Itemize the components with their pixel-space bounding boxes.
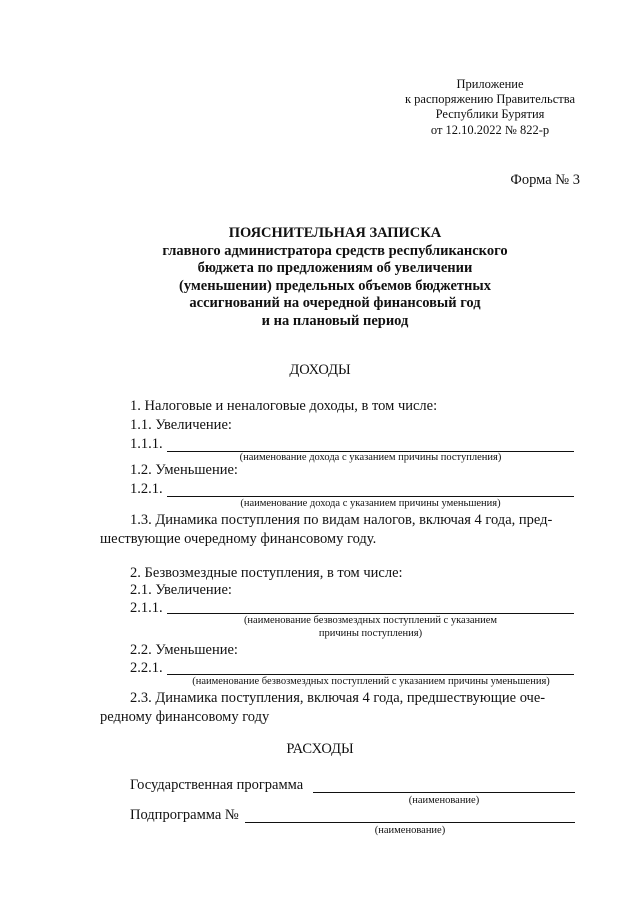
income-item-1-1-1: 1.1.1. (130, 436, 163, 452)
title-line: бюджета по предложениям об увеличении (197, 260, 473, 277)
appendix-line: Республики Бурятия (435, 107, 545, 122)
appendix-line: к распоряжению Правительства (404, 92, 575, 107)
income-item-1: 1. Налоговые и неналоговые доходы, в том числе: (130, 398, 438, 414)
title-line: (уменьшении) предельных объемов бюджетных (179, 277, 491, 294)
document-title (100, 225, 570, 331)
paragraph-line: шествующие очередному финансовому году. (100, 531, 377, 547)
income-item-2-1-1: 2.1.1. (130, 600, 163, 616)
hint-line: (наименование безвозмездных поступлений с указанием (243, 615, 498, 626)
income-item-1-3 (100, 511, 575, 549)
subprogram-hint: (наименование) (374, 825, 446, 836)
subprogram-label: Подпрограмма № (130, 807, 239, 823)
appendix-line: от 12.10.2022 № 822-р (430, 122, 550, 137)
subprogram-field[interactable] (245, 822, 575, 823)
income-item-1-2: 1.2. Уменьшение: (130, 462, 238, 478)
title-line: главного администратора средств республиканского (162, 242, 508, 259)
income-heading: ДОХОДЫ (289, 362, 351, 378)
program-field[interactable] (313, 792, 575, 793)
income-item-1-2-1: 1.2.1. (130, 481, 163, 497)
income-1-1-1-hint: (наименование дохода с указанием причины поступления) (239, 452, 502, 463)
income-2-2-1-hint: (наименование безвозмездных поступлений с указанием причины уменьшения) (192, 676, 550, 687)
income-1-2-1-hint: (наименование дохода с указанием причины уменьшения) (240, 498, 501, 509)
form-number: Форма № 3 (510, 172, 580, 188)
title-line: ПОЯСНИТЕЛЬНАЯ ЗАПИСКА (228, 225, 442, 241)
paragraph-line: 2.3. Динамика поступления, включая 4 года, предшествующие оче- (130, 690, 546, 706)
income-item-2-1: 2.1. Увеличение: (130, 582, 232, 598)
paragraph-line: 1.3. Динамика поступления по видам налогов, включая 4 года, пред- (130, 512, 553, 528)
income-item-2: 2. Безвозмездные поступления, в том числе: (130, 565, 403, 581)
appendix-line: Приложение (456, 77, 524, 91)
income-2-1-1-hint (167, 614, 574, 640)
appendix-block (360, 77, 620, 138)
program-label: Государственная программа (130, 777, 304, 793)
income-item-2-2-1: 2.2.1. (130, 660, 163, 676)
income-item-1-1: 1.1. Увеличение: (130, 417, 232, 433)
title-line: и на плановый период (261, 312, 409, 329)
income-item-2-2: 2.2. Уменьшение: (130, 642, 238, 658)
expenses-heading: РАСХОДЫ (286, 741, 354, 757)
program-hint: (наименование) (408, 795, 480, 806)
title-line: ассигнований на очередной финансовый год (189, 295, 481, 312)
income-item-2-3 (100, 689, 575, 727)
hint-line: причины поступления) (318, 628, 423, 639)
paragraph-line: редному финансовому году (100, 709, 270, 725)
